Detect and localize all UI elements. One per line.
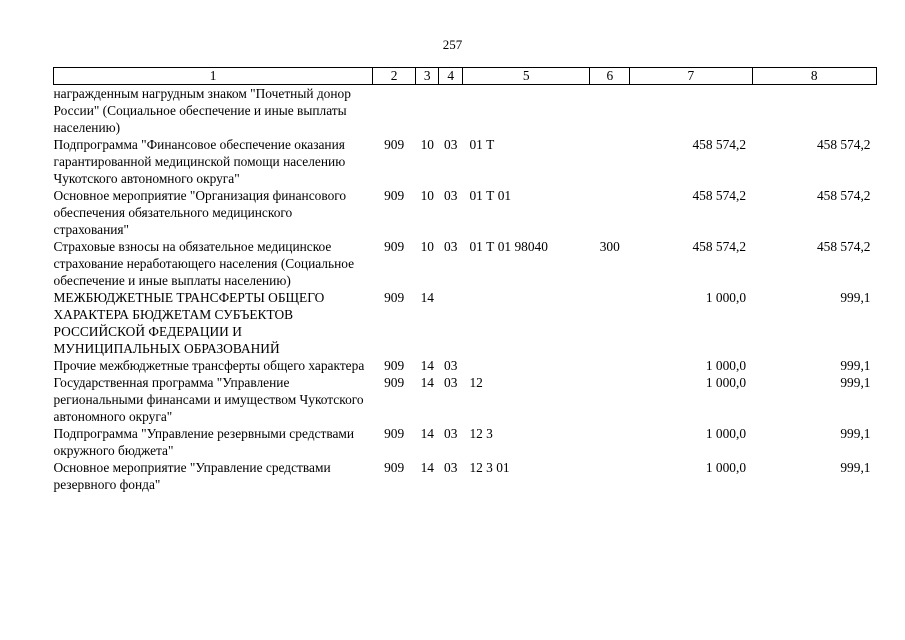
row-sum-plan: 1 000,0 — [705, 375, 747, 390]
row-csr: 01 Т 01 — [469, 188, 512, 203]
budget-table — [53, 67, 877, 493]
row-sum-fact: 999,1 — [840, 358, 871, 373]
table-row — [54, 187, 877, 238]
row-sum-fact: 999,1 — [840, 426, 871, 441]
row-vr — [590, 425, 630, 459]
header-col-6: 6 — [590, 68, 630, 85]
table-row — [54, 374, 877, 425]
table-row — [54, 425, 877, 459]
row-vr — [590, 374, 630, 425]
row-rz: 10 — [420, 137, 434, 152]
row-ved: 909 — [384, 375, 405, 390]
page-number: 257 — [442, 37, 463, 52]
row-ved: 909 — [384, 358, 405, 373]
table-row — [54, 136, 877, 187]
row-rz: 10 — [420, 239, 434, 254]
row-ved: 909 — [384, 426, 405, 441]
row-rz: 10 — [420, 188, 434, 203]
row-sum-fact: 458 574,2 — [816, 239, 871, 254]
row-rz: 14 — [420, 375, 434, 390]
row-sum-plan: 1 000,0 — [705, 290, 747, 305]
table-row — [54, 357, 877, 374]
row-ved: 909 — [384, 188, 405, 203]
row-rz: 14 — [420, 290, 434, 305]
table-row — [54, 289, 877, 357]
table-row — [54, 85, 877, 137]
row-pr — [439, 289, 462, 357]
row-csr: 01 Т — [469, 137, 495, 152]
row-vr — [590, 85, 630, 137]
row-name: Прочие межбюджетные трансферты общего характера — [53, 358, 365, 373]
row-sum-fact: 458 574,2 — [816, 137, 871, 152]
header-row — [54, 68, 877, 85]
row-vr — [590, 289, 630, 357]
header-col-4: 4 — [439, 68, 462, 85]
row-vr — [590, 357, 630, 374]
row-csr: 12 — [469, 375, 483, 390]
row-name: Основное мероприятие "Управление средствами резервного фонда" — [53, 460, 331, 492]
row-sum-fact: 458 574,2 — [816, 188, 871, 203]
table-row — [54, 459, 877, 493]
row-vr — [590, 459, 630, 493]
row-csr — [462, 85, 589, 137]
row-rz: 14 — [420, 460, 434, 475]
row-pr: 03 — [444, 239, 458, 254]
row-sum-fact: 999,1 — [840, 460, 871, 475]
row-pr: 03 — [444, 375, 458, 390]
row-rz: 14 — [420, 358, 434, 373]
row-pr: 03 — [444, 460, 458, 475]
row-rz: 14 — [420, 426, 434, 441]
row-vr: 300 — [599, 239, 620, 254]
row-csr: 12 3 — [469, 426, 493, 441]
row-ved: 909 — [384, 460, 405, 475]
row-name: МЕЖБЮДЖЕТНЫЕ ТРАНСФЕРТЫ ОБЩЕГО ХАРАКТЕРА БЮДЖЕТАМ СУБЪЕКТОВ РОССИЙСКОЙ ФЕДЕРАЦИИ И МУНИЦИПАЛЬНЫХ ОБРАЗОВАНИЙ — [53, 290, 325, 356]
row-sum-plan: 1 000,0 — [705, 460, 747, 475]
header-col-8: 8 — [752, 68, 876, 85]
table-header — [54, 68, 877, 85]
row-sum-fact: 999,1 — [840, 290, 871, 305]
row-sum-fact — [752, 85, 876, 137]
row-name: Подпрограмма "Управление резервными средствами окружного бюджета" — [53, 426, 355, 458]
row-ved: 909 — [384, 239, 405, 254]
row-csr: 12 3 01 — [469, 460, 510, 475]
row-ved: 909 — [384, 290, 405, 305]
row-sum-fact: 999,1 — [840, 375, 871, 390]
row-sum-plan: 1 000,0 — [705, 358, 747, 373]
header-col-3: 3 — [416, 68, 439, 85]
row-sum-plan — [630, 85, 752, 137]
row-name: награжденным нагрудным знаком "Почетный донор России" (Социальное обеспечение и иные выплаты населению) — [53, 86, 351, 135]
row-ved: 909 — [384, 137, 405, 152]
header-col-1: 1 — [54, 68, 373, 85]
row-name: Основное мероприятие "Организация финансового обеспечения обязательного медицинского страхования" — [53, 188, 347, 237]
row-sum-plan: 458 574,2 — [692, 188, 747, 203]
row-pr: 03 — [444, 188, 458, 203]
row-sum-plan: 458 574,2 — [692, 137, 747, 152]
row-name: Государственная программа "Управление региональными финансами и имуществом Чукотского автономного округа" — [53, 375, 364, 424]
row-sum-plan: 1 000,0 — [705, 426, 747, 441]
row-pr: 03 — [444, 426, 458, 441]
row-csr — [462, 289, 589, 357]
row-rz — [416, 85, 439, 137]
row-pr — [439, 85, 462, 137]
header-col-2: 2 — [373, 68, 416, 85]
row-vr — [590, 187, 630, 238]
row-name: Страховые взносы на обязательное медицинское страхование неработающего населения (Социальное обеспечение и иные выплаты населению) — [53, 239, 355, 288]
row-pr: 03 — [444, 137, 458, 152]
table-body — [54, 85, 877, 494]
row-csr — [462, 357, 589, 374]
row-vr — [590, 136, 630, 187]
row-pr: 03 — [444, 358, 458, 373]
row-ved — [373, 85, 416, 137]
row-csr: 01 Т 01 98040 — [469, 239, 548, 254]
row-name: Подпрограмма "Финансовое обеспечение оказания гарантированной медицинской помощи населению Чукотского автономного округа" — [53, 137, 346, 186]
row-sum-plan: 458 574,2 — [692, 239, 747, 254]
header-col-5: 5 — [462, 68, 589, 85]
table-row — [54, 238, 877, 289]
header-col-7: 7 — [630, 68, 752, 85]
